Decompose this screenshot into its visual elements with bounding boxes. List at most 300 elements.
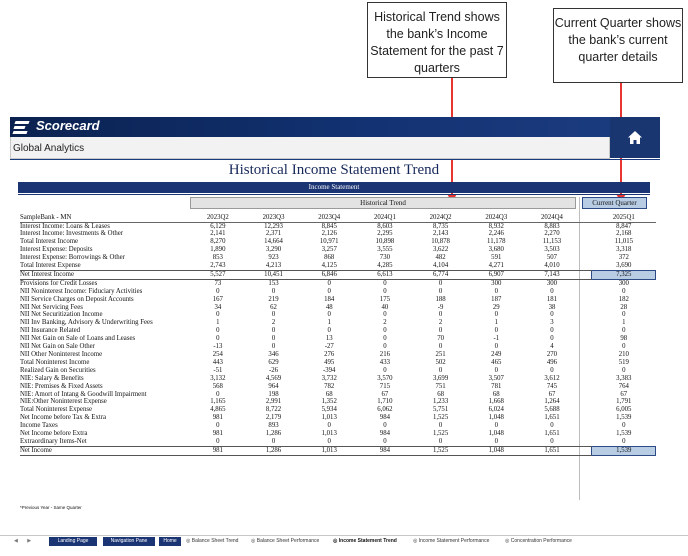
current-quarter-column-header: 2025Q1 — [592, 210, 656, 222]
cell-value: 276 — [324, 351, 335, 358]
sheet-tab[interactable] — [186, 538, 238, 544]
cell-value: 6,846 — [301, 270, 357, 279]
cell-value: 0 — [327, 327, 331, 335]
cell-value: 167 — [212, 295, 223, 303]
home-icon — [627, 130, 643, 145]
column-gap — [580, 311, 592, 319]
sheet-tab-icon: ◎ — [505, 538, 511, 544]
cell-value: 0 — [550, 437, 554, 445]
table-row — [20, 327, 656, 335]
cell-value: 3,699 — [432, 374, 449, 382]
cell-value: 10,451 — [246, 270, 302, 279]
row-label: Total Interest Expense — [20, 262, 81, 270]
column-gap — [580, 391, 592, 399]
cell-value: 1,048 — [488, 414, 504, 422]
current-quarter-header: Current Quarter — [582, 197, 647, 209]
row-label: NIE: Premises & Fixed Assets — [20, 382, 103, 390]
current-quarter-value: 372 — [618, 254, 629, 262]
cell-value: 0 — [438, 287, 443, 295]
historical-trend-callout: Historical Trend shows the bank’s Income Statement for the past 7 quarters — [367, 2, 507, 78]
column-gap — [580, 270, 592, 279]
cell-value: 0 — [494, 343, 498, 351]
quarter-header: 2024Q4 — [524, 210, 580, 222]
nav-button[interactable]: Home — [159, 537, 181, 546]
cell-value: -13 — [213, 343, 223, 351]
cell-value: 5,751 — [432, 406, 449, 414]
cell-value: 984 — [379, 414, 390, 422]
header-divider — [10, 159, 660, 160]
subtitle: Global Analytics — [13, 143, 85, 154]
current-quarter-value: 1,791 — [616, 398, 632, 406]
cell-value: 0 — [383, 422, 387, 430]
cell-value: 0 — [216, 327, 220, 335]
nav-button[interactable]: Navigation Pane — [103, 537, 155, 546]
income-statement-table — [20, 210, 656, 456]
cell-value: 0 — [494, 437, 498, 445]
current-quarter-value: 11,015 — [614, 238, 634, 246]
cell-value: 0 — [383, 287, 387, 295]
cell-value: 6,613 — [357, 270, 413, 279]
cell-value: 0 — [327, 437, 331, 445]
current-quarter-value: 0 — [622, 437, 626, 445]
cell-value: 0 — [494, 287, 498, 295]
cell-value: 2,371 — [265, 230, 282, 238]
cell-value: 1,013 — [321, 430, 337, 438]
column-gap — [580, 375, 592, 383]
cell-value: 0 — [271, 287, 276, 295]
cell-value: 4,213 — [265, 262, 282, 270]
current-quarter-value: 3,318 — [616, 246, 632, 254]
cell-value: 4 — [550, 343, 554, 351]
cell-value: 73 — [214, 279, 222, 287]
cell-value: 184 — [324, 295, 335, 303]
cell-value: 3,612 — [544, 374, 560, 382]
column-gap — [580, 406, 592, 414]
quarter-header: 2023Q4 — [301, 210, 357, 222]
table-row — [20, 262, 656, 270]
cell-value: 216 — [379, 351, 390, 358]
cell-value: 2 — [271, 319, 276, 327]
footnote: *Previous Year - Same Quarter — [20, 505, 82, 510]
sheet-tab-label: Income Statement Trend — [338, 538, 397, 544]
cell-value: 10,971 — [319, 238, 339, 246]
column-gap — [580, 246, 592, 254]
cell-value: 502 — [435, 358, 446, 366]
cell-value: 300 — [491, 279, 502, 287]
cell-value: 7,143 — [524, 270, 580, 279]
cell-value: 2,179 — [265, 414, 282, 422]
sheet-tab[interactable] — [333, 538, 397, 544]
cell-value: 8,270 — [210, 238, 226, 246]
cell-value: 2,991 — [265, 398, 282, 406]
cell-value: 270 — [546, 351, 558, 358]
table-row — [20, 375, 656, 383]
cell-value: 6,907 — [468, 270, 524, 279]
cell-value: 346 — [268, 351, 279, 358]
cell-value: -51 — [213, 366, 223, 374]
sheet-tab-icon: ◎ — [333, 538, 339, 544]
cell-value: 0 — [438, 422, 443, 430]
cell-value: 782 — [324, 382, 335, 390]
cell-value: 1,048 — [488, 430, 504, 438]
cell-value: 40 — [381, 303, 389, 311]
cell-value: 0 — [550, 287, 554, 295]
scorecard-logo-icon — [13, 120, 31, 134]
table-row — [20, 319, 656, 327]
logo-bar — [10, 117, 610, 137]
cell-value: 2,295 — [377, 230, 393, 238]
cell-value: 2,141 — [210, 230, 226, 238]
cell-value: 1,651 — [524, 446, 580, 455]
tab-scroll-arrows[interactable]: ◀ ▶ — [14, 538, 36, 544]
cell-value: 34 — [214, 303, 222, 311]
current-quarter-value: 182 — [618, 295, 629, 303]
cell-value: 981 — [190, 446, 246, 455]
column-gap — [580, 296, 592, 304]
cell-value: 8,845 — [321, 222, 337, 230]
row-label: Total Interest Income — [20, 238, 79, 246]
cell-value: 0 — [383, 327, 387, 335]
sheet-tab-icon: ◎ — [186, 538, 192, 544]
cell-value: 0 — [550, 335, 554, 343]
table-row — [20, 438, 656, 446]
cell-value: 984 — [379, 430, 390, 438]
cell-value: 198 — [268, 390, 279, 398]
cell-value: 5,527 — [190, 270, 246, 279]
cell-value: 251 — [435, 351, 446, 358]
cell-value: 482 — [435, 254, 446, 262]
table-row — [20, 406, 656, 414]
cell-value: 715 — [379, 382, 390, 390]
table-row — [20, 230, 656, 238]
row-label: NII Net Gain on Sale Other — [20, 343, 95, 351]
page-title: Historical Income Statement Trend — [228, 162, 440, 178]
cell-value: 0 — [383, 279, 387, 287]
table-row — [20, 359, 656, 367]
cell-value: 751 — [435, 382, 446, 390]
quarter-header: 2024Q1 — [357, 210, 413, 222]
current-quarter-value: 1,539 — [592, 446, 656, 455]
cell-value: 1,286 — [265, 430, 282, 438]
current-quarter-value: 764 — [618, 382, 629, 390]
row-label: Net Income — [20, 446, 190, 455]
row-label: NII Noninterest Income: Fiduciary Activities — [20, 287, 143, 295]
cell-value: 1,048 — [468, 446, 524, 455]
cell-value: 3,132 — [210, 374, 226, 382]
column-gap — [580, 414, 592, 422]
cell-value: 507 — [546, 254, 558, 262]
cell-value: 68 — [437, 390, 444, 398]
cell-value: 0 — [494, 327, 498, 335]
cell-value: 2,143 — [432, 230, 449, 238]
current-quarter-value: 7,325 — [592, 270, 656, 279]
cell-value: 0 — [271, 343, 276, 351]
current-quarter-value: 3,383 — [616, 374, 632, 382]
cell-value: 495 — [324, 358, 335, 366]
cell-value: 3,680 — [488, 246, 504, 254]
subtitle-bar — [10, 137, 610, 159]
cell-value: 1,525 — [413, 446, 469, 455]
sheet-tab[interactable] — [413, 538, 489, 544]
column-gap — [580, 438, 592, 446]
current-quarter-value: 1 — [622, 319, 626, 327]
table-row — [20, 222, 656, 230]
cell-value: 8,735 — [432, 222, 449, 230]
cell-value: 1,264 — [544, 398, 560, 406]
cell-value: 868 — [324, 254, 335, 262]
cell-value: 0 — [327, 422, 331, 430]
table-row — [20, 304, 656, 312]
cell-value: 1,525 — [432, 430, 449, 438]
row-label: NII Net Servicing Fees — [20, 303, 83, 311]
home-button[interactable] — [610, 117, 660, 158]
bank-name-label: SampleBank - MN — [20, 210, 190, 222]
cell-value: 38 — [548, 303, 556, 311]
sheet-tab[interactable] — [505, 538, 572, 544]
cell-value: 745 — [546, 382, 558, 390]
cell-value: 0 — [271, 437, 276, 445]
row-label: NII Insurance Related — [20, 327, 81, 335]
cell-value: 0 — [383, 437, 387, 445]
row-label: Net Income before Tax & Extra — [20, 414, 107, 422]
cell-value: 8,883 — [544, 222, 560, 230]
cell-value: 70 — [437, 335, 444, 343]
cell-value: 0 — [383, 366, 387, 374]
column-gap — [580, 288, 592, 296]
cell-value: 254 — [212, 351, 223, 358]
current-quarter-value: 3,690 — [616, 262, 632, 270]
cell-value: 175 — [379, 295, 390, 303]
cell-value: 984 — [357, 446, 413, 455]
column-header-row — [20, 210, 656, 222]
band-underline — [18, 194, 650, 195]
quarter-header: 2024Q3 — [468, 210, 524, 222]
quarter-header: 2023Q3 — [246, 210, 302, 222]
current-quarter-value: 0 — [622, 366, 626, 374]
cell-value: 8,603 — [377, 222, 393, 230]
current-quarter-value: 0 — [622, 327, 626, 335]
cell-value: 465 — [491, 358, 502, 366]
row-label: Interest Expense: Borrowings & Other — [20, 254, 125, 262]
cell-value: 62 — [270, 303, 277, 311]
cell-value: 13 — [325, 335, 333, 343]
table-row — [20, 335, 656, 343]
table-row — [20, 270, 656, 279]
row-label: Interest Income: Loans & Leases — [20, 222, 110, 230]
cell-value: 68 — [492, 390, 500, 398]
cell-value: 964 — [268, 382, 279, 390]
cell-value: 3,507 — [488, 374, 504, 382]
cell-value: 0 — [494, 366, 498, 374]
table-row — [20, 254, 656, 262]
cell-value: 219 — [268, 295, 279, 303]
row-label: NII Inv Banking, Advisory & Underwriting Fees — [20, 319, 153, 327]
cell-value: 3,257 — [321, 246, 337, 254]
cell-value: 981 — [212, 430, 223, 438]
current-quarter-callout: Current Quarter shows the bank’s current quarter details — [553, 8, 683, 83]
cell-value: 5,934 — [321, 406, 337, 414]
cell-value: 0 — [550, 366, 554, 374]
row-label: Interest Income: Investments & Other — [20, 230, 124, 238]
column-gap — [580, 446, 592, 455]
table-row — [20, 422, 656, 430]
cell-value: 29 — [492, 303, 500, 311]
sheet-tab[interactable] — [251, 538, 319, 544]
current-quarter-value: 67 — [620, 390, 628, 398]
cell-value: 0 — [383, 335, 387, 343]
cell-value: 1,286 — [246, 446, 302, 455]
cell-value: 4,285 — [377, 262, 393, 270]
cell-value: 4,104 — [432, 262, 449, 270]
current-quarter-value: 0 — [622, 311, 626, 319]
row-label: NIE:Other Noninterest Expense — [20, 398, 107, 406]
cell-value: 181 — [546, 295, 558, 303]
cell-value: 0 — [494, 422, 498, 430]
cell-value: 0 — [438, 279, 443, 287]
current-quarter-value: 0 — [622, 287, 626, 295]
column-gap — [580, 230, 592, 238]
cell-value: 14,664 — [264, 238, 283, 246]
current-quarter-value: 300 — [618, 279, 629, 287]
cell-value: 0 — [216, 335, 220, 343]
column-gap — [580, 238, 592, 246]
cell-value: 923 — [268, 254, 279, 262]
cell-value: -26 — [269, 366, 279, 374]
cell-value: 4,271 — [488, 262, 504, 270]
cell-value: 2 — [383, 319, 387, 327]
current-quarter-value: 6,005 — [616, 406, 632, 414]
sheet-tab-label: Balance Sheet Performance — [256, 538, 320, 544]
cell-value: 1 — [327, 319, 331, 327]
table-row — [20, 288, 656, 296]
cell-value: 1,352 — [321, 398, 337, 406]
cell-value: 0 — [271, 311, 276, 319]
column-gap — [580, 383, 592, 391]
cell-value: 0 — [494, 311, 498, 319]
cell-value: 3,503 — [544, 246, 560, 254]
cell-value: 730 — [379, 254, 390, 262]
cell-value: 0 — [438, 437, 443, 445]
column-gap — [580, 335, 592, 343]
cell-value: 48 — [325, 303, 333, 311]
cell-value: 2 — [438, 319, 443, 327]
cell-value: 249 — [491, 351, 502, 358]
cell-value: 68 — [325, 390, 333, 398]
cell-value: 781 — [491, 382, 502, 390]
table-row — [20, 311, 656, 319]
sheet-tab-bar — [0, 535, 688, 547]
cell-value: 1,013 — [301, 446, 357, 455]
sheet-tab-label: Balance Sheet Trend — [191, 538, 239, 544]
cell-value: 0 — [271, 335, 276, 343]
cell-value: 2,270 — [544, 230, 560, 238]
cell-value: 591 — [491, 254, 502, 262]
table-row — [20, 391, 656, 399]
row-label: NII Service Charges on Deposit Accounts — [20, 295, 134, 303]
cell-value: 153 — [268, 279, 279, 287]
sheet-tab-icon: ◎ — [413, 538, 419, 544]
row-label: Realized Gain on Securities — [20, 366, 96, 374]
current-quarter-value: 1,539 — [616, 414, 632, 422]
cell-value: 0 — [383, 343, 387, 351]
table-row — [20, 430, 656, 438]
cell-value: 0 — [550, 311, 554, 319]
row-label: NII Other Noninterest Income — [20, 351, 103, 358]
cell-value: 6,129 — [210, 222, 226, 230]
cell-value: 0 — [327, 311, 331, 319]
current-quarter-value: 2,168 — [616, 230, 632, 238]
cell-value: 0 — [216, 311, 220, 319]
cell-value: 443 — [212, 358, 223, 366]
column-gap — [580, 210, 592, 222]
cell-value: 67 — [548, 390, 556, 398]
cell-value: 0 — [550, 422, 554, 430]
cell-value: 981 — [212, 414, 223, 422]
cell-value: 1,013 — [321, 414, 337, 422]
cell-value: 6,024 — [488, 406, 504, 414]
quarter-header: 2024Q2 — [413, 210, 469, 222]
table-row — [20, 238, 656, 246]
cell-value: 0 — [216, 437, 220, 445]
cell-value: 11,153 — [542, 238, 562, 246]
current-quarter-value: 210 — [618, 351, 629, 358]
cell-value: 0 — [438, 311, 443, 319]
cell-value: 3,555 — [377, 246, 393, 254]
row-label: Total Noninterest Income — [20, 358, 90, 366]
table-row — [20, 367, 656, 375]
cell-value: 433 — [379, 358, 390, 366]
cell-value: 4,569 — [265, 374, 282, 382]
section-band: Income Statement — [18, 182, 650, 193]
current-quarter-value: 0 — [622, 343, 626, 351]
cell-value: 10,878 — [431, 238, 450, 246]
cell-value: 0 — [327, 287, 331, 295]
row-label: NII Net Securitization Income — [20, 311, 103, 319]
cell-value: 1,651 — [544, 430, 560, 438]
column-gap — [580, 367, 592, 375]
cell-value: 1,651 — [544, 414, 560, 422]
row-label: Provisions for Credit Losses — [20, 279, 98, 287]
current-quarter-value: 519 — [618, 358, 629, 366]
cell-value: 3,290 — [265, 246, 282, 254]
cell-value: 67 — [381, 390, 389, 398]
column-gap — [580, 351, 592, 359]
current-quarter-value: 28 — [620, 303, 628, 311]
current-quarter-value: 0 — [622, 422, 626, 430]
cell-value: 496 — [546, 358, 558, 366]
column-gap — [580, 359, 592, 367]
column-gap — [580, 304, 592, 312]
row-label: NIE: Salary & Benefits — [20, 374, 84, 382]
current-quarter-value: 1,539 — [616, 430, 632, 438]
table-row — [20, 414, 656, 422]
row-label: Income Taxes — [20, 422, 58, 430]
cell-value: 5,688 — [544, 406, 560, 414]
column-gap — [580, 319, 592, 327]
row-label: NIE: Amort of Intang & Goodwill Impairment — [20, 390, 147, 398]
cell-value: 1 — [494, 319, 498, 327]
cell-value: 8,932 — [488, 222, 504, 230]
column-gap — [580, 222, 592, 230]
cell-value: 2,126 — [321, 230, 337, 238]
cell-value: 12,293 — [264, 222, 283, 230]
row-label: Interest Expense: Deposits — [20, 246, 93, 254]
cell-value: 11,178 — [487, 238, 506, 246]
sheet-tab-icon: ◎ — [251, 538, 257, 544]
nav-button[interactable]: Landing Page — [49, 537, 97, 546]
table-row — [20, 343, 656, 351]
cell-value: 6,774 — [413, 270, 469, 279]
